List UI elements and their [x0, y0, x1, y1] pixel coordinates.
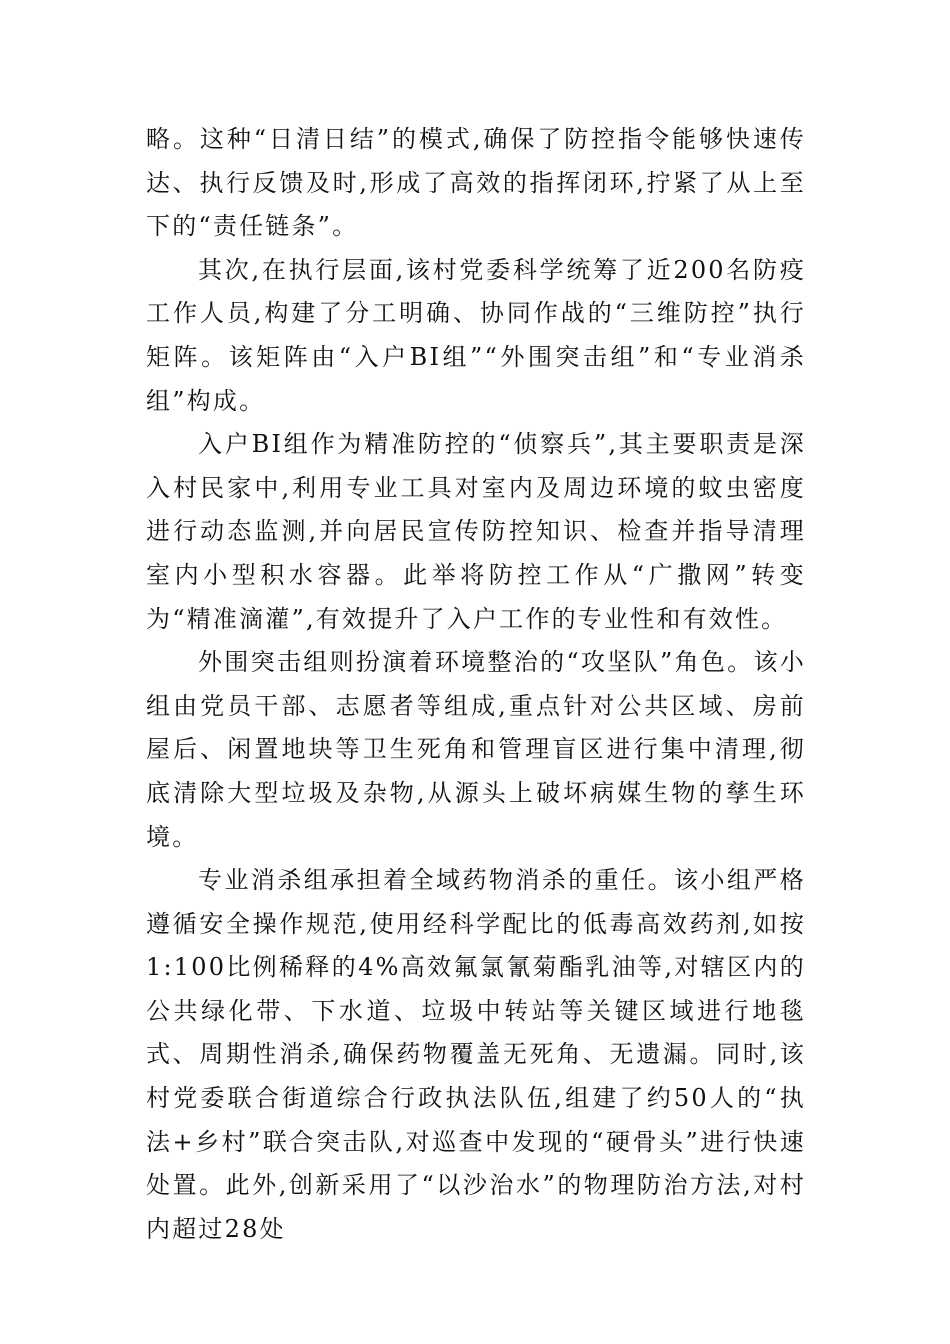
document-body: [146, 118, 806, 1251]
paragraph-disinfection-group: 专业消杀组承担着全域药物消杀的重任。该小组严格遵循安全操作规范,使用经科学配比的低毒高效药剂,如按1:100比例稀释的4%高效氟氯氰菊酯乳油等,对辖区内的公共绿化带、下水道、垃圾中转站等关键区域进行地毯式、周期性消杀,确保药物覆盖无死角、无遗漏。同时,该村党委联合街道综合行政执法队伍,组建了约50人的“执法+乡村”联合突击队,对巡查中发现的“硬骨头”进行快速处置。此外,创新采用了“以沙治水”的物理防治方法,对村内超过28处: [146, 866, 806, 1243]
paragraph-household-bi-group: 入户BI组作为精准防控的“侦察兵”,其主要职责是深入村民家中,利用专业工具对室内及周边环境的蚊虫密度进行动态监测,并向居民宣传防控知识、检查并指导清理室内小型积水容器。此举将防控工作从“广撒网”转变为“精准滴灌”,有效提升了入户工作的专业性和有效性。: [146, 430, 806, 633]
paragraph-execution-matrix: 其次,在执行层面,该村党委科学统筹了近200名防疫工作人员,构建了分工明确、协同作战的“三维防控”执行矩阵。该矩阵由“入户BI组”“外围突击组”和“专业消杀组”构成。: [146, 255, 806, 415]
paragraph-continuation: 略。这种“日清日结”的模式,确保了防控指令能够快速传达、执行反馈及时,形成了高效的指挥闭环,拧紧了从上至下的“责任链条”。: [146, 125, 806, 241]
paragraph-perimeter-strike-group: 外围突击组则扮演着环境整治的“攻坚队”角色。该小组由党员干部、志愿者等组成,重点针对公共区域、房前屋后、闲置地块等卫生死角和管理盲区进行集中清理,彻底清除大型垃圾及杂物,从源头上破坏病媒生物的孳生环境。: [146, 648, 806, 851]
